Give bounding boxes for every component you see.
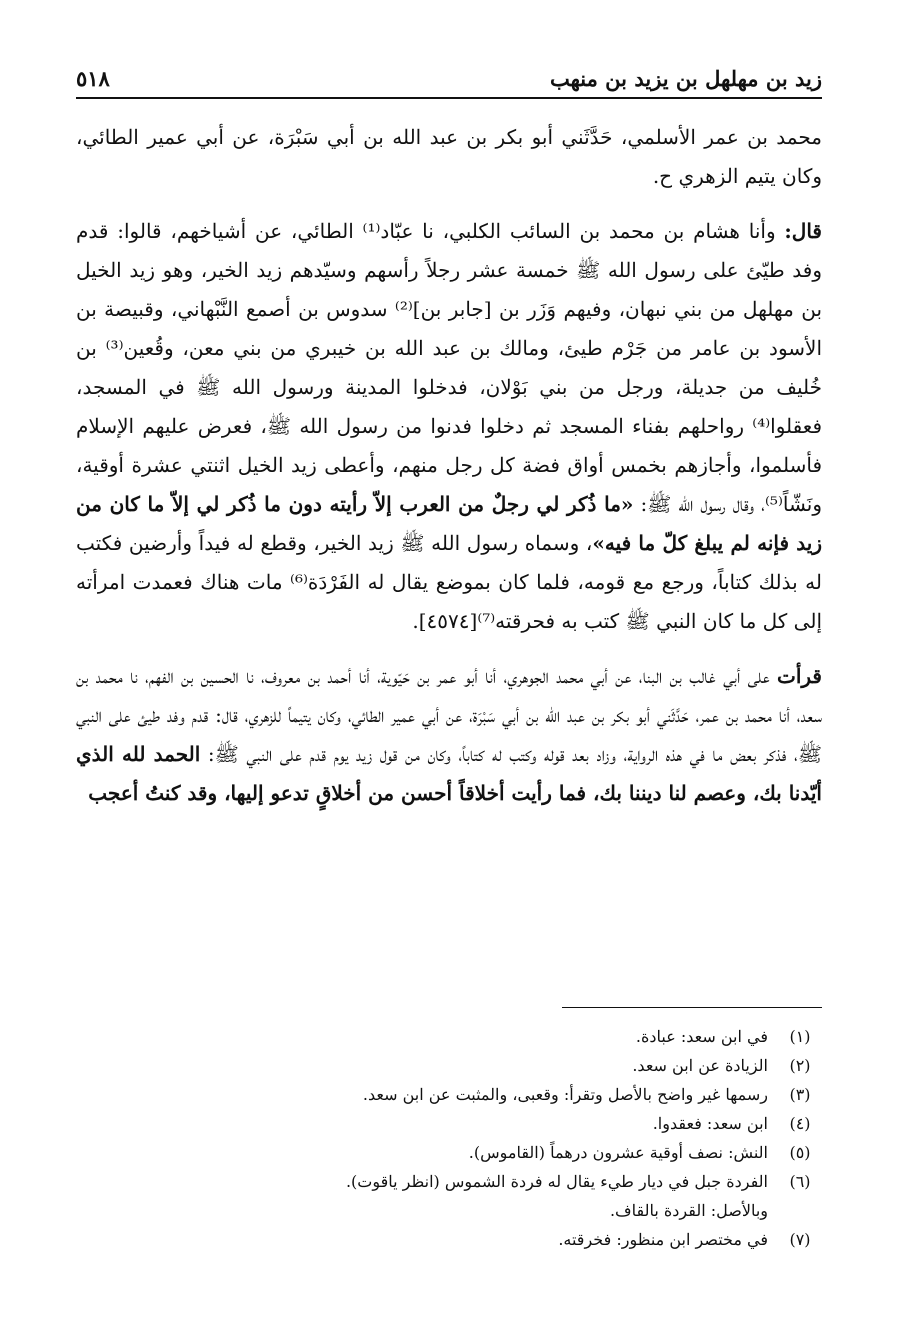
footnote-text: في ابن سعد: عبادة. (635, 1027, 768, 1046)
footnote-separator (562, 1007, 822, 1008)
footnote-text: الزيادة عن ابن سعد. (632, 1056, 768, 1075)
header-rule (76, 97, 822, 99)
footnote-item (76, 1196, 822, 1225)
main-text (76, 118, 822, 813)
footnote-number: (٦) (789, 1172, 811, 1191)
paragraph-3 (76, 657, 822, 813)
footnote-number: (٣) (789, 1085, 811, 1104)
footnote-number: (٧) (789, 1230, 811, 1249)
hadith-quote: «ما ذُكر لي رجلٌ من العرب إلاّ رأيته دون ما ذُكر لي إلاّ ما كان من زيد فإنه لم يبلغ كلّ ما فيه» (76, 492, 823, 555)
running-title: زيد بن مهلهل بن يزيد بن منهب (549, 66, 822, 91)
footnote-item (76, 1109, 822, 1138)
paragraph-tail: ، وسماه رسول الله ﷺ زيد الخير، وقطع له فيداً وأرضين فكتب له بذلك كتاباً، ورجع مع قومه، فلما كان بموضع يقال له الفَرْدَة⁽⁶⁾ مات هناك فعمدت امرأته إلى كل ما كان النبي ﷺ كتب به فحرقته⁽⁷⁾[٤٥٧٤]. (76, 531, 822, 633)
paragraph-2 (76, 212, 822, 641)
footnote-item (76, 1138, 822, 1167)
footnote-text: في مختصر ابن منظور: فخرقته. (558, 1230, 768, 1249)
footnote-item (76, 1051, 822, 1080)
footnote-number: (٤) (789, 1114, 811, 1133)
paragraph-lead: قرأت (777, 664, 822, 688)
footnote-item (76, 1080, 822, 1109)
footnote-text: الفردة جبل في ديار طيء يقال له فردة الشموس (انظر ياقوت). (345, 1172, 768, 1191)
footnote-item (76, 1225, 822, 1254)
footnote-text: ابن سعد: فعقدوا. (652, 1114, 768, 1133)
footnote-text: رسمها غير واضح بالأصل وتقرأ: وقعبى، والمثبت عن ابن سعد. (362, 1085, 768, 1104)
footnote-item (76, 1167, 822, 1196)
footnote-number: (١) (789, 1027, 811, 1046)
footnote-item (76, 1022, 822, 1051)
footnote-text: وبالأصل: القردة بالقاف. (609, 1201, 768, 1220)
running-header (76, 58, 822, 96)
footnote-number: (٢) (789, 1056, 811, 1075)
paragraph-text: محمد بن عمر الأسلمي، حَدَّثَني أبو بكر بن عبد الله بن أبي سَبْرَة، عن أبي عمير الطائي، وكان يتيم الزهري ح. (76, 125, 822, 188)
footnotes (76, 1022, 822, 1254)
page-number: ٥١٨ (76, 66, 110, 91)
footnote-text: النش: نصف أوقية عشرون درهماً (القاموس). (468, 1143, 768, 1162)
footnote-number: (٥) (789, 1143, 811, 1162)
paragraph-lead: قال: (784, 219, 822, 243)
hadith-quote: الحمد لله الذي أيّدنا بك، وعصم لنا ديننا بك، فما رأيت أخلاقاً أحسن من أخلاقٍ تدعو إليها، وقد كنتُ أعجب (76, 742, 822, 805)
paragraph-1 (76, 118, 822, 196)
paragraph-text: على أبي غالب بن البنا، عن أبي محمد الجوهري، أنا أبو عمر بن حَيّوية، أنا أحمد بن معروف، نا الحسين بن الفهم، نا محمد بن سعد، أنا محمد بن عمر، حَدَّثَني أبو بكر بن عبد الله بن أبي سَبْرَة، عن أبي عمير الطائي، وكان يتيماً للزهري، قال: قدم وفد طيئ على النبي ﷺ، فذكر بعض ما في هذه الرواية، وزاد بعد قوله وكتب له كتاباً، وكان من قول زيد يوم قدم على النبي ﷺ: (76, 664, 823, 766)
paragraph-text: وأنا هشام بن محمد بن السائب الكلبي، نا عبّاد⁽¹⁾ الطائي، عن أشياخهم، قالوا: قدم وفد طيّئ على رسول الله ﷺ خمسة عشر رجلاً رأسهم وسيّدهم زيد الخير، وهو زيد الخيل بن مهلهل من بني نبهان، وفيهم وَزَر بن [جابر بن]⁽²⁾ سدوس بن أصمع النَّبْهاني، وقبيصة بن الأسود بن عامر من جَرْم طيئ، ومالك بن عبد الله بن خيبري من بني معن، وقُعين⁽³⁾ بن خُليف من جديلة، ورجل من بني بَوْلان، فدخلوا المدينة ورسول الله ﷺ في المسجد، فعقلوا⁽⁴⁾ رواحلهم بفناء المسجد ثم دخلوا فدنوا من رسول الله ﷺ، فعرض عليهم الإسلام فأسلموا، وأجازهم بخمس أواق فضة كل رجل منهم، وأعطى زيد الخيل اثنتي عشرة أوقية، ونَشّاً⁽⁵⁾، وقال رسول الله ﷺ: (76, 219, 823, 516)
